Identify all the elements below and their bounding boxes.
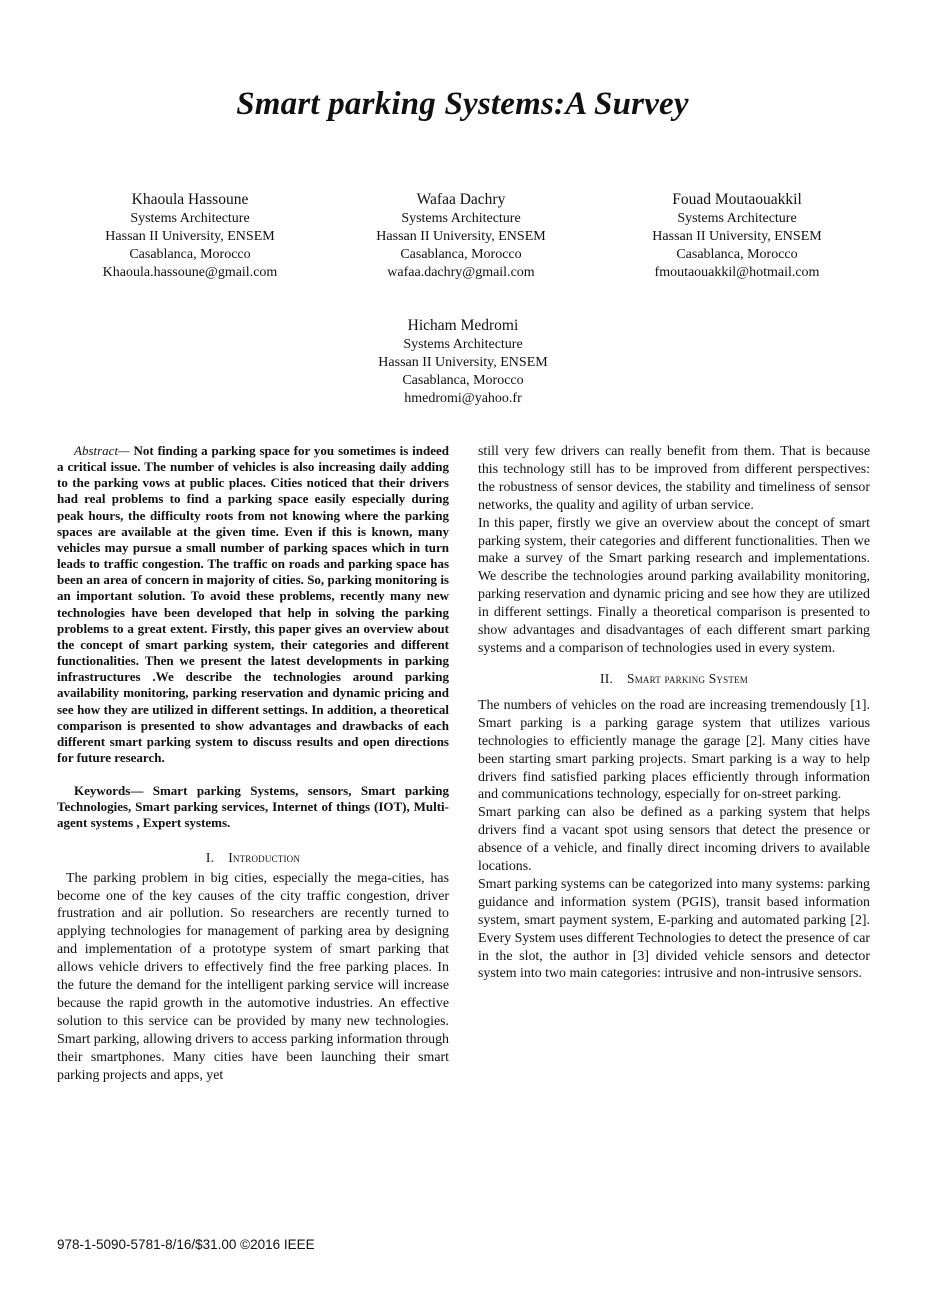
author-dept: Systems Architecture xyxy=(677,211,797,226)
author-city: Casablanca, Morocco xyxy=(402,373,524,388)
section-heading-introduction xyxy=(57,849,449,867)
author-dept: Systems Architecture xyxy=(130,211,250,226)
author-city: Casablanca, Morocco xyxy=(129,247,251,262)
right-column xyxy=(478,443,870,983)
intro-paragraph-1-continued: still very few drivers can really benefit from them. That is because this technology still has to be improved from different perspectives: the robustness of sensor devices, the stability and timeliness of sensor networks, the quality and agility of urban service. xyxy=(478,444,870,513)
section-heading-smart-parking xyxy=(478,670,870,688)
author-email: wafaa.dachry@gmail.com xyxy=(387,265,535,280)
author-email: hmedromi@yahoo.fr xyxy=(404,391,522,406)
intro-paragraph-2: In this paper, firstly we give an overview about the concept of smart parking system, their categories and different functionalities. Then we make a survey of the Smart parking research and implementations. We describe the technologies around parking availability monitoring, parking reservation and dynamic pricing and see how they are utilized in different settings. Finally a theoretical comparison is presented to show advantages and disadvantages of each different smart parking systems and a comparison of technologies used in every system. xyxy=(478,515,870,656)
author-name: Hicham Medromi xyxy=(407,317,519,334)
section2-paragraph-1: The numbers of vehicles on the road are increasing tremendously [1]. Smart parking is a parking garage system that utilizes various technologies to efficiently manage the garage [2]. Many cities have been starting smart parking projects. Smart parking is a way to help drivers find satisfied parking places efficiently through information and communications technology, especially for on-street parking. xyxy=(478,697,870,803)
author-email: fmoutaouakkil@hotmail.com xyxy=(654,265,820,280)
author-university: Hassan II University, ENSEM xyxy=(652,229,822,244)
author-name: Wafaa Dachry xyxy=(416,191,506,208)
keywords: Keywords— Smart parking Systems, sensors, Smart parking Technologies, Smart parking services, Internet of things (IOT), Multi-agent systems , Expert systems. xyxy=(57,783,449,831)
intro-paragraph-1: The parking problem in big cities, especially the mega-cities, has become one of the key causes of the city traffic congestion, driver frustration and air pollution. So researchers are recently turned to applying technologies for management of parking area by designing and implementation of a prototype system of smart parking that allows vehicle drivers to effectively find the free parking places. In the future the demand for the intelligent parking service will increase because the rapid growth in the automotive industries. An effective solution to this service can be provided by many new technologies. Smart parking, allowing drivers to access parking information through their smartphones. Many cities have been launching their smart parking projects and apps, yet xyxy=(57,870,449,1083)
section2-paragraph-2: Smart parking can also be defined as a parking system that helps drivers find a vacant spot using sensors that detect the presence or absence of a vehicle, and finally direct incoming drivers to available locations. xyxy=(478,805,870,875)
section2-paragraph-3: Smart parking systems can be categorized into many systems: parking guidance and information system (PGIS), transit based information system, smart payment system, E-parking and automated parking [2]. Every System uses different Technologies to detect the presence of car in the slot, the author in [3] divided vehicle sensors and detector system into two main categories: intrusive and non-intrusive sensors. xyxy=(478,876,870,982)
author-university: Hassan II University, ENSEM xyxy=(378,355,548,370)
section-title: Smart parking System xyxy=(627,670,748,686)
author-university: Hassan II University, ENSEM xyxy=(376,229,546,244)
section-title: Introduction xyxy=(228,849,301,865)
section-number: I. xyxy=(205,849,215,865)
section-number: II. xyxy=(600,670,614,686)
copyright-footer: 978-1-5090-5781-8/16/$31.00 ©2016 IEEE xyxy=(57,1237,315,1252)
author-block-1 xyxy=(40,190,340,282)
author-email: Khaoula.hassoune@gmail.com xyxy=(102,265,278,280)
author-name: Khaoula Hassoune xyxy=(131,191,249,208)
author-block-4 xyxy=(313,316,613,408)
author-dept: Systems Architecture xyxy=(401,211,521,226)
author-name: Fouad Moutaouakkil xyxy=(672,191,802,208)
abstract-text: Not finding a parking space for you sometimes is indeed a critical issue. The number of vehicles is also increasing daily adding to the parking vows at public places. Cities noticed that their drivers had real problems to find a parking space easily especially during peak hours, the difficulty roots from not knowing where the parking spaces are available at the given time. Even if this is known, many vehicles may pursue a small number of parking spaces which in turn leads to traffic congestion. The traffic on roads and parking space has been an area of concern in majority of cities. So, parking monitoring is an important solution. To avoid these problems, recently many new technologies have been developed that help in solving the parking problems to a great extent. Firstly, this paper gives an overview about the concept of smart parking system, their categories and different functionalities. Then we present the latest developments in parking infrastructures .We describe the technologies around parking availability monitoring, parking reservation and dynamic pricing and see how they are utilized in different settings. In addition, a theoretical comparison is presented to show advantages and drawbacks of each different smart parking system to discuss results and open directions for future research. xyxy=(57,443,449,765)
author-block-2 xyxy=(311,190,611,282)
author-city: Casablanca, Morocco xyxy=(676,247,798,262)
abstract xyxy=(57,443,449,766)
paper-title: Smart parking Systems:A Survey xyxy=(236,86,689,122)
author-dept: Systems Architecture xyxy=(403,337,523,352)
author-block-3 xyxy=(587,190,887,282)
author-university: Hassan II University, ENSEM xyxy=(105,229,275,244)
left-column xyxy=(57,443,449,1084)
abstract-label: Abstract— xyxy=(74,443,130,458)
author-city: Casablanca, Morocco xyxy=(400,247,522,262)
